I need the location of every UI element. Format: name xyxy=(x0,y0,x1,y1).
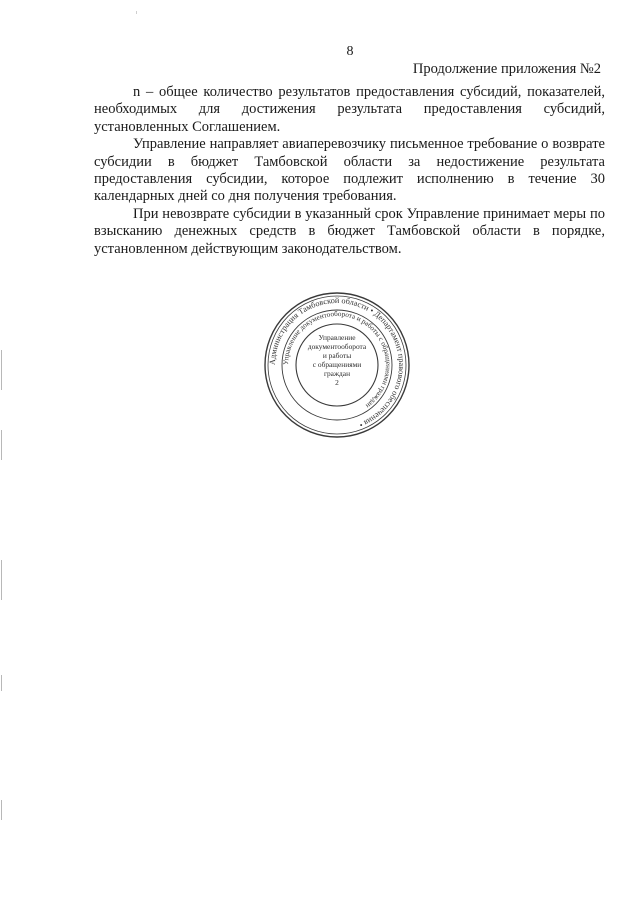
body-text xyxy=(94,84,605,258)
stamp-center-line: 2 xyxy=(335,378,339,387)
scan-edge-mark xyxy=(1,430,2,460)
stamp-center-line: граждан xyxy=(323,369,351,378)
stamp-center-line: документооборота xyxy=(307,342,367,351)
stamp-center-line: и работы xyxy=(322,351,352,360)
scan-mark xyxy=(136,11,137,14)
paragraph-repayment-demand: Управление направляет авиаперевозчику письменное требование о возврате субсидии в бюджет Тамбовской области за недостижение результата предоставления субсидии, которое подлежит исполнению в течение 30 календарных дней со дня получения требования. xyxy=(94,136,605,205)
scan-edge-mark xyxy=(1,350,2,390)
stamp-middle-ring-text: Управление документооборота и работы с обращениями граждан xyxy=(281,309,393,410)
paragraph-non-return-measures: При невозврате субсидии в указанный срок Управление принимает меры по взысканию денежных средств в бюджет Тамбовской области в порядке, установленном действующим законодательством. xyxy=(94,205,605,257)
page-number: 8 xyxy=(346,44,354,59)
appendix-continuation-label: Продолжение приложения №2 xyxy=(412,61,601,77)
stamp-center-line: с обращениями xyxy=(312,360,362,369)
paragraph-n-definition: n – общее количество результатов предоставления субсидий, показателей, необходимых для достижения результата предоставления субсидий, установленных Соглашением. xyxy=(94,84,605,135)
stamp-center-line: Управление xyxy=(318,333,356,342)
stamp-outer-ring-text: Администрация Тамбовской области • Департамент правового обеспечения • xyxy=(267,295,407,430)
scan-edge-mark xyxy=(1,800,2,820)
official-stamp xyxy=(262,290,412,440)
stamp-center-text xyxy=(304,333,370,387)
scan-edge-mark xyxy=(1,560,2,600)
scan-edge-mark xyxy=(1,675,2,691)
